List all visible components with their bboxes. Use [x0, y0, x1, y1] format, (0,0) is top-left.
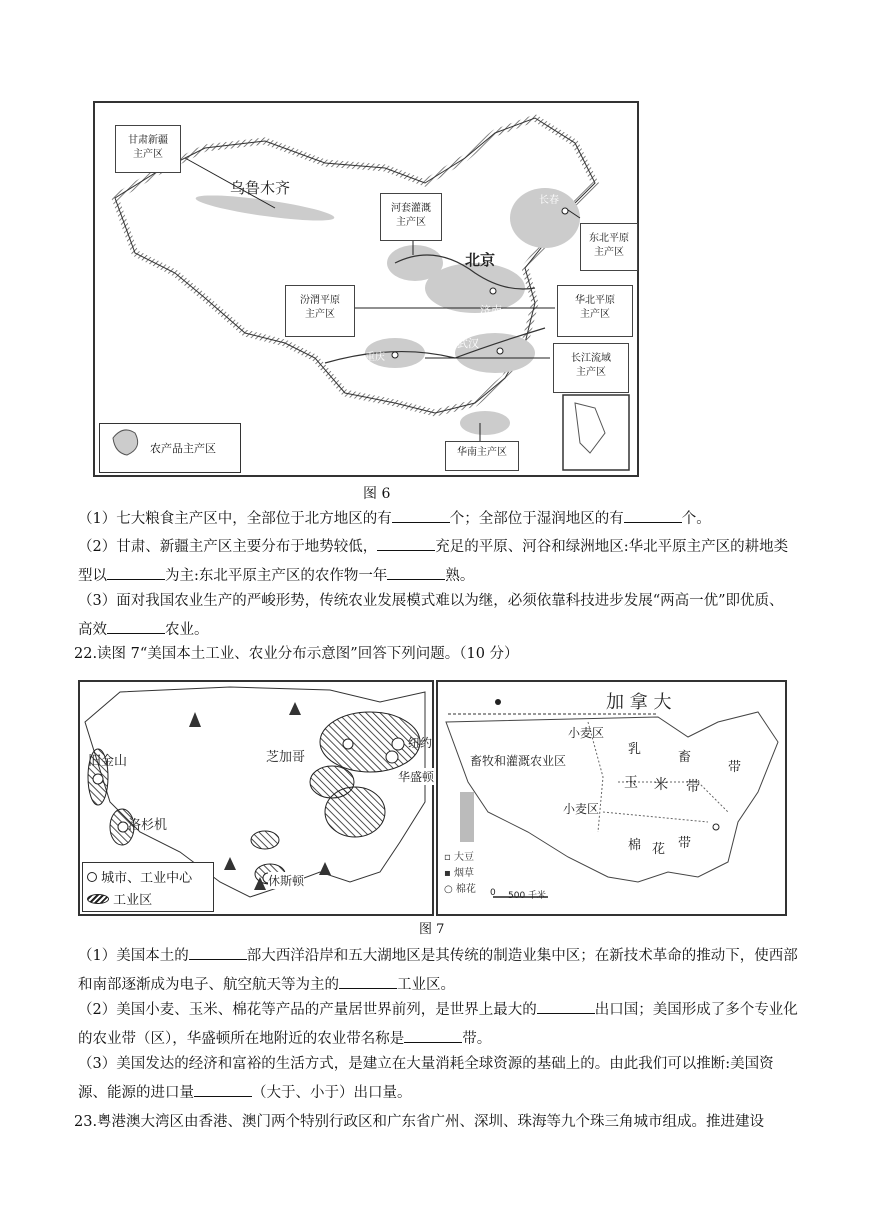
q22-p2-c: 带。 [462, 1031, 492, 1047]
city-urumqi: 乌鲁木齐 [230, 179, 291, 197]
label-dairy-2: 畜 [678, 750, 692, 765]
answer-blank[interactable] [194, 1082, 252, 1097]
q21-part3 [78, 587, 798, 645]
city-guangzhou: 广州 [428, 422, 448, 433]
figure-7-agriculture-map [436, 680, 787, 916]
legend-cotton: ○ 棉花 [444, 884, 476, 895]
label-cotton-1: 棉 [628, 838, 642, 853]
q22-p2-a: （2）美国小麦、玉米、棉花等产品的产量居世界前列，是世界上最大的 [78, 1002, 537, 1018]
huanan-box [445, 441, 519, 471]
q22-part1 [78, 942, 798, 1000]
q21-part2 [78, 533, 798, 591]
gansu-xinjiang-box [115, 125, 181, 173]
q22-title: 22.读图 7“美国本土工业、农业分布示意图”回答下列问题。（10 分） [74, 646, 519, 662]
label-corn-1: 玉 [624, 775, 638, 791]
city-wuhan: 武汉 [457, 337, 479, 350]
legend-soybean: ▫ 大豆 [444, 852, 474, 863]
label-corn-3: 带 [686, 779, 700, 795]
q21-p3-b: 农业。 [165, 622, 209, 638]
answer-blank[interactable] [537, 999, 595, 1014]
industry-legend-icon [87, 894, 109, 904]
scale-label: 500 千米 [508, 891, 547, 901]
changjiang-box [553, 343, 629, 393]
dongbei-box [580, 223, 638, 271]
q22-part3 [78, 1050, 798, 1108]
answer-blank[interactable] [387, 565, 445, 580]
q22-part2 [78, 996, 798, 1054]
q22-p3-a: （3）美国发达的经济和富裕的生活方式，是建立在大量消耗全球资源的基础上的。由此我们可以推断:美国资源、能源的进口量 [78, 1056, 774, 1101]
q21-p2-d: 熟。 [445, 568, 475, 584]
answer-blank[interactable] [189, 945, 247, 960]
q23-text: 23.粤港澳大湾区由香港、澳门两个特别行政区和广东省广州、深圳、珠海等九个珠三角城市组成。推进建设 [74, 1114, 765, 1130]
q21-p2-c: 为主:东北平原主产区的农作物一年 [165, 568, 388, 584]
city-chongqing: 重庆 [365, 352, 385, 363]
city-sanfrancisco: 旧金山 [88, 754, 128, 769]
figure-6-china-map [93, 101, 639, 477]
fenwei-box [285, 285, 355, 337]
fig6-legend-label: 农产品主产区 [150, 442, 216, 455]
city-beijing: 北京 [465, 251, 496, 269]
fenwei-line1: 汾渭平原 [300, 295, 340, 306]
city-chicago: 芝加哥 [266, 746, 305, 765]
fig7-left-legend [82, 862, 214, 912]
q21-p3-a: （3）面对我国农业生产的严峻形势，传统农业发展模式难以为继，必须依靠科技进步发展“两高一优”即优质、高效 [78, 593, 784, 638]
legend-soybean-label: 大豆 [453, 852, 474, 863]
q22-p1-b: 部大西洋沿岸和五大湖地区是其传统的制造业集中区；在新技术革命的推动下，使西部和南部逐渐成为电子、航空航天等为主的 [78, 948, 798, 993]
figure-6-caption: 图 6 [363, 486, 391, 502]
label-corn-2: 米 [654, 777, 668, 793]
q21-p2-a: （2）甘肃、新疆主产区主要分布于地势较低， [78, 539, 378, 555]
answer-blank[interactable] [339, 974, 397, 989]
label-dairy-1: 乳 [628, 742, 642, 757]
answer-blank[interactable] [624, 508, 682, 523]
huabei-line2: 主产区 [580, 309, 610, 320]
legend-tobacco-label: 烟草 [453, 868, 474, 879]
city-losangeles: 洛杉机 [128, 818, 168, 833]
answer-blank[interactable] [107, 619, 165, 634]
changjiang-line2: 主产区 [576, 367, 606, 378]
changjiang-line1: 长江流域 [571, 353, 611, 364]
city-legend-icon [87, 872, 97, 882]
q21-p1-b: 个；全部位于湿润地区的有 [449, 511, 624, 527]
us-agriculture-map [438, 682, 785, 914]
legend-industry-label: 工业区 [113, 893, 153, 908]
legend-city-label: 城市、工业中心 [101, 871, 193, 886]
q21-p1-a: （1）七大粮食主产区中，全部位于北方地区的有 [78, 511, 392, 527]
city-newyork: 纽约 [408, 736, 433, 750]
label-cotton-2: 花 [652, 842, 666, 857]
label-dairy-3: 带 [728, 760, 742, 775]
answer-blank[interactable] [377, 536, 435, 551]
label-canada: 加 拿 大 [606, 692, 672, 713]
q22-p1-c: 工业区。 [397, 977, 455, 993]
hetao-line2: 主产区 [396, 217, 426, 228]
figure-7-industry-map [78, 680, 434, 916]
dongbei-line1: 东北平原 [589, 233, 629, 244]
city-houston: 休斯顿 [268, 874, 305, 888]
huanan-label: 华南主产区 [457, 447, 507, 458]
legend-cotton-label: 棉花 [455, 884, 476, 895]
gansu-line1: 甘肃新疆 [128, 135, 168, 146]
q21-p1-c: 个。 [681, 511, 711, 527]
fig7-right-legend [444, 850, 476, 898]
answer-blank[interactable] [107, 565, 165, 580]
q22-p1-a: （1）美国本土的 [78, 948, 189, 964]
scale-zero: 0 [490, 888, 496, 898]
label-wheat-south: 小麦区 [563, 802, 600, 816]
fenwei-line2: 主产区 [305, 309, 335, 320]
city-jinan: 济南 [480, 304, 502, 317]
figure-7-caption: 图 7 [419, 922, 445, 937]
gansu-line2: 主产区 [133, 149, 163, 160]
city-changchun: 长春 [539, 195, 559, 206]
huabei-box [557, 285, 633, 337]
label-ranch: 畜牧和灌溉农业区 [470, 754, 567, 768]
legend-tobacco: ▪ 烟草 [444, 868, 474, 879]
label-wheat-north: 小麦区 [568, 726, 605, 740]
dongbei-line2: 主产区 [594, 247, 624, 258]
q21-p2-b: 充足的平原、河谷和绿洲地区:华北平原主产区的耕地类型以 [78, 539, 789, 584]
hetao-box [380, 193, 442, 241]
answer-blank[interactable] [404, 1028, 462, 1043]
label-cotton-3: 带 [678, 836, 692, 851]
hetao-line1: 河套灌溉 [391, 203, 431, 214]
huabei-line1: 华北平原 [575, 295, 615, 306]
fig6-legend [99, 423, 241, 473]
q21-part1 [78, 508, 711, 529]
q22-p3-b: （大于、小于）出口量。 [252, 1085, 412, 1101]
city-washington: 华盛顿 [398, 770, 435, 784]
q22-p2-b: 出口国；美国形成了多个专业化的农业带（区），华盛顿所在地附近的农业带名称是 [78, 1002, 798, 1047]
answer-blank[interactable] [392, 508, 450, 523]
